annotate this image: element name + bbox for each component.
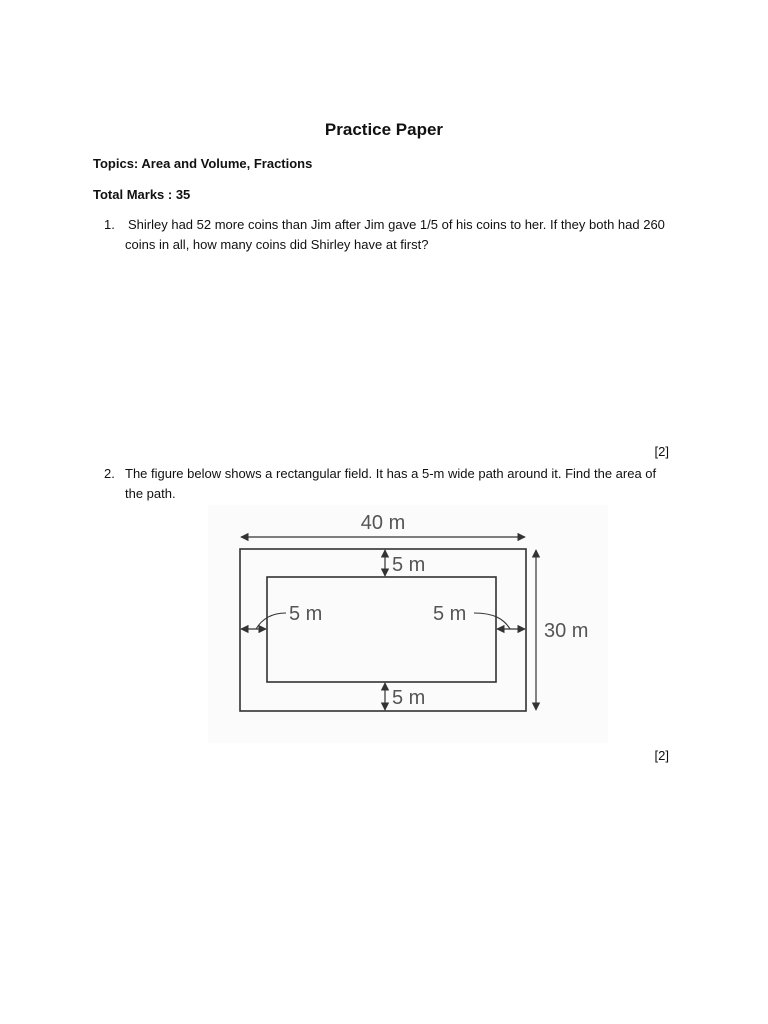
- page-title: Practice Paper: [324, 120, 444, 139]
- question-2-marks: [2]: [654, 748, 669, 763]
- field-diagram: [208, 505, 608, 743]
- total-marks-line: Total Marks : 35: [93, 187, 191, 202]
- width-label: 40 m: [360, 512, 406, 534]
- right-leader-curve: [474, 613, 510, 629]
- question-2-number: 2.: [104, 466, 115, 481]
- question-2-text: The figure below shows a rectangular field. It has a 5-m wide path around it. Find the area of the path.: [125, 466, 657, 501]
- question-1-number: 1.: [104, 217, 115, 232]
- right-path-label: 5 m: [433, 603, 467, 625]
- outer-rectangle: [240, 549, 526, 711]
- question-1-marks: [2]: [654, 444, 669, 459]
- left-path-label: 5 m: [289, 603, 323, 625]
- rectangular-field-figure: [208, 505, 608, 743]
- height-label: 30 m: [544, 620, 589, 642]
- question-1-text: Shirley had 52 more coins than Jim after Jim gave 1/5 of his coins to her. If they both had 260 coins in all, how many coins did Shirley have at first?: [125, 217, 665, 252]
- inner-rectangle: [267, 577, 496, 682]
- top-path-label: 5 m: [392, 554, 426, 576]
- left-leader-curve: [256, 613, 286, 629]
- bottom-path-label: 5 m: [392, 687, 426, 709]
- topics-line: Topics: Area and Volume, Fractions: [93, 156, 313, 171]
